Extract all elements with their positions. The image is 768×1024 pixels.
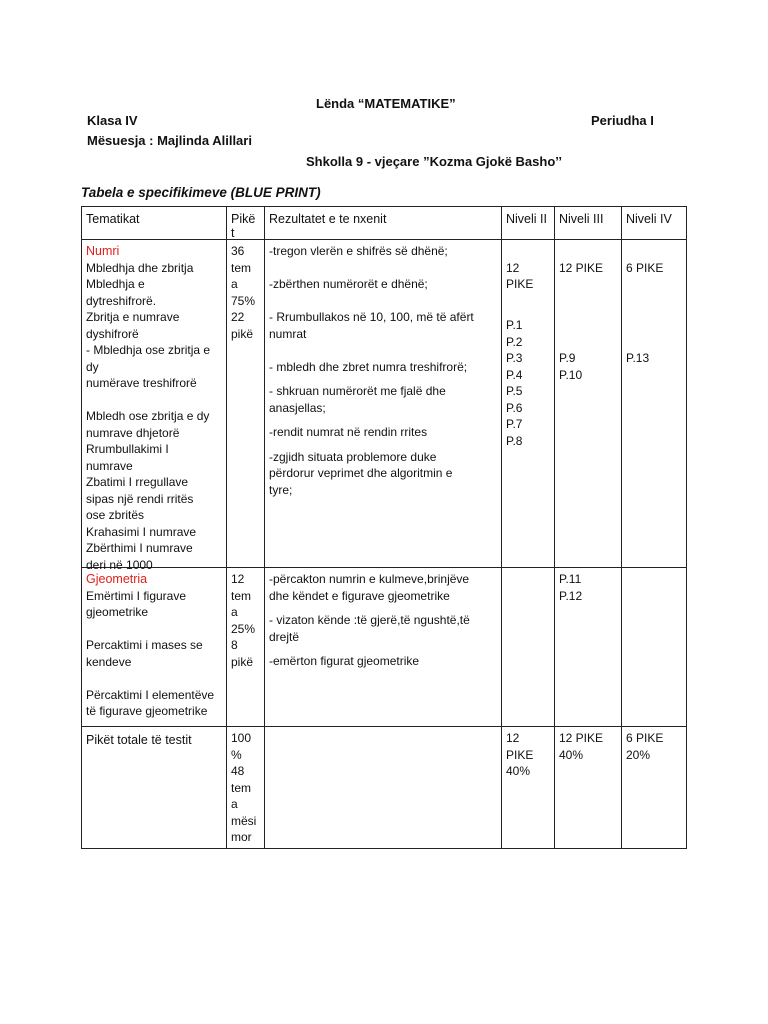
level2-cell-numri [502, 240, 555, 568]
points-line: a [231, 277, 238, 291]
topic-line: numrave [86, 458, 133, 473]
question-ref: P.13 [626, 351, 650, 365]
topic-line: numrave dhjetorë [86, 425, 180, 440]
topic-line: ose zbritës [86, 508, 145, 522]
question-ref: P.12 [559, 588, 583, 603]
topic-line: Krahasimi I numrave [86, 524, 197, 539]
caption-blueprint: (BLUE PRINT) [230, 185, 321, 200]
outcomes-cell-numri [265, 240, 502, 568]
col-header-points: Pikë t [227, 207, 265, 240]
topic-line: deri në 1000 [86, 557, 153, 572]
question-ref: P.9 [559, 351, 576, 365]
level2-cell-gjeometria [502, 568, 555, 727]
table-row [82, 568, 687, 727]
topic-cell-gjeometria [82, 568, 227, 727]
totals-label: Pikët totale të testit [86, 733, 192, 747]
table-row-totals [82, 727, 687, 849]
points-line: tem [231, 260, 252, 275]
outcome-line: -tregon vlerën e shifrës së dhënë; [269, 244, 448, 258]
outcome-line: tyre; [269, 482, 293, 497]
topic-line: Rrumbullakimi I [86, 442, 169, 456]
period-label: Periudha I [591, 113, 654, 128]
class-label: Klasa IV [87, 113, 138, 128]
topic-line: Mbledhja e [86, 277, 145, 291]
question-ref: P.8 [506, 433, 523, 448]
topic-line: Mbledhja dhe zbritja [86, 260, 194, 275]
table-caption [81, 185, 321, 200]
topic-line: sipas një rendi rritës [86, 491, 194, 506]
question-ref: P.7 [506, 417, 523, 431]
topic-line: të figurave gjeometrike [86, 704, 208, 718]
outcome-line: - mbledh dhe zbret numra treshifrorë; [269, 359, 468, 374]
caption-prefix: Tabela e specifikimeve [81, 185, 231, 200]
level2-cell-totals [502, 727, 555, 849]
level-value: 6 PIKE [626, 731, 664, 745]
points-line: 36 [231, 244, 245, 258]
topic-line: dyshifrorë [86, 326, 139, 341]
level-value: 6 PIKE [626, 260, 664, 275]
points-line: mësi [231, 813, 257, 828]
school-label: Shkolla 9 - vjeçare ”Kozma Gjokë Basho’’ [306, 154, 563, 169]
points-line: tem [231, 780, 252, 795]
topic-line: Zbërthimi I numrave [86, 541, 193, 555]
points-cell-numri [227, 240, 265, 568]
points-line: 48 [231, 764, 245, 778]
outcome-line: - Rrumbullakos në 10, 100, më të afërt [269, 310, 474, 324]
outcomes-cell-totals [265, 727, 502, 849]
outcome-line: - vizaton kënde :të gjerë,të ngushtë,të [269, 613, 470, 627]
topic-line: Zbatimi I rregullave [86, 475, 189, 489]
topic-line: Zbritja e numrave [86, 310, 180, 324]
level3-cell-numri [555, 240, 622, 568]
col-header-level-4: Niveli IV [622, 207, 687, 240]
points-cell-totals [227, 727, 265, 849]
outcome-line: - shkruan numërorët me fjalë dhe [269, 384, 446, 398]
topic-title: Numri [86, 244, 120, 258]
question-ref: P.3 [506, 351, 523, 365]
level3-cell-gjeometria [555, 568, 622, 727]
topic-line: kendeve [86, 654, 132, 669]
outcome-line: -rendit numrat në rendin rrites [269, 425, 428, 439]
level-percent: 40% [506, 764, 531, 778]
table-header-row [82, 207, 687, 240]
outcome-line: -përcakton numrin e kulmeve,brinjëve [269, 572, 470, 586]
topic-line: dytreshifrorë. [86, 293, 157, 308]
level-value: 12 PIKE [506, 260, 534, 291]
level4-cell-numri [622, 240, 687, 568]
outcome-line: -zbërthen numërorët e dhënë; [269, 277, 428, 291]
topic-title: Gjeometria [86, 572, 148, 586]
points-line: a [231, 605, 238, 619]
points-line: pikë [231, 326, 254, 341]
subject-title: Lënda “MATEMATIKE” [316, 96, 456, 111]
question-ref: P.1 [506, 318, 523, 332]
points-line: tem [231, 588, 252, 603]
outcome-line: -zgjidh situata problemore duke [269, 449, 437, 464]
points-line: 22 [231, 310, 245, 324]
points-line: % [231, 747, 242, 762]
outcomes-cell-gjeometria [265, 568, 502, 727]
points-line: 75% [231, 293, 256, 308]
topic-line: Përcaktimi I elementëve [86, 687, 215, 702]
topic-line: Emërtimi I figurave [86, 588, 187, 603]
col-header-topics: Tematikat [82, 207, 227, 240]
level-value: 12 PIKE [506, 731, 534, 762]
question-ref: P.11 [559, 572, 582, 586]
level3-cell-totals [555, 727, 622, 849]
points-line: 12 [231, 572, 245, 586]
level4-cell-gjeometria [622, 568, 687, 727]
level-value: 12 PIKE [559, 260, 604, 275]
question-ref: P.2 [506, 334, 523, 349]
points-line: 8 [231, 638, 238, 652]
points-line: a [231, 797, 238, 811]
level-value: 12 PIKE [559, 731, 604, 745]
outcome-line: përdorur veprimet dhe algoritmin e [269, 466, 453, 480]
col-header-level-2: Niveli II [502, 207, 555, 240]
points-line: pikë [231, 654, 254, 669]
outcome-line: anasjellas; [269, 400, 326, 415]
topic-line: numërave treshifrorë [86, 376, 197, 390]
specification-table [81, 206, 687, 849]
outcome-line: -emërton figurat gjeometrike [269, 654, 420, 668]
level4-cell-totals [622, 727, 687, 849]
points-line: 100 [231, 731, 252, 745]
points-line: 25% [231, 621, 256, 636]
question-ref: P.10 [559, 367, 583, 382]
points-cell-gjeometria [227, 568, 265, 727]
topic-line: Percaktimi i mases se [86, 638, 203, 652]
outcome-line: dhe këndet e figurave gjeometrike [269, 588, 450, 603]
topic-line: Mbledh ose zbritja e dy [86, 409, 210, 423]
question-ref: P.6 [506, 400, 523, 415]
teacher-label: Mësuesja : Majlinda Alillari [87, 133, 252, 148]
totals-label-cell [82, 727, 227, 849]
topic-line: - Mbledhja ose zbritja e [86, 343, 211, 357]
table-row [82, 240, 687, 568]
points-line: mor [231, 830, 252, 844]
outcome-line: numrat [269, 326, 307, 341]
col-header-level-3: Niveli III [555, 207, 622, 240]
col-header-outcomes: Rezultatet e te nxenit [265, 207, 502, 240]
topic-cell-numri [82, 240, 227, 572]
question-ref: P.4 [506, 367, 523, 382]
question-ref: P.5 [506, 384, 523, 398]
topic-line: gjeometrike [86, 605, 149, 619]
level-percent: 40% [559, 747, 584, 762]
outcome-line: drejtë [269, 629, 300, 644]
level-percent: 20% [626, 747, 651, 762]
topic-line: dy [86, 359, 99, 374]
